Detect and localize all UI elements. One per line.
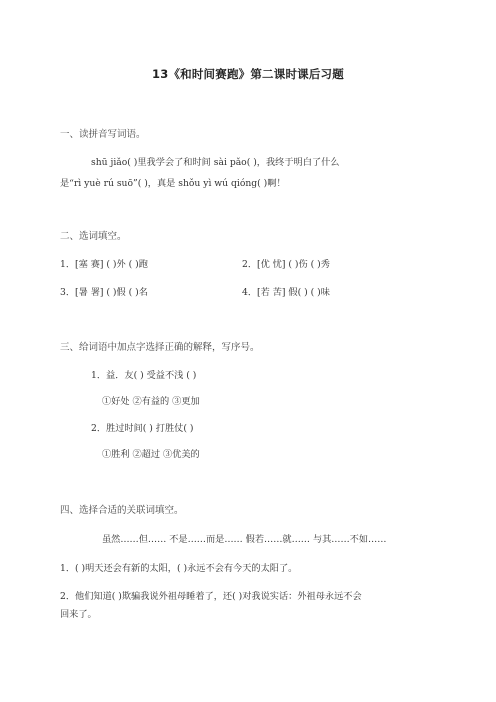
section-2-item-2: 2．[优 忧] ( )伤 ( )秀: [242, 259, 330, 270]
section-4-question-1: 1．( )明天还会有新的太阳，( )永远不会有今天的太阳了。: [60, 563, 298, 574]
section-1-line-2: 是“rì yuè rú suō”( )，真是 shǒu yì wú qióng( )啊！: [60, 178, 286, 189]
section-2-item-1: 1．[塞 赛] ( )外 ( )跑: [60, 259, 148, 270]
section-2-heading: 二、选词填空。: [60, 231, 127, 242]
section-1-heading: 一、读拼音写词语。: [60, 129, 146, 140]
page-title: 13《和时间赛跑》第二课时课后习题: [152, 67, 344, 81]
section-3-item-1-options: ①好处 ②有益的 ③更加: [102, 396, 200, 407]
section-2-item-3: 3．[暑 署] ( )假 ( )名: [60, 287, 148, 298]
section-1-line-1: shū jiǎo( )里我学会了和时间 sài pǎo( )，我终于明白了什么: [91, 157, 340, 168]
section-3-heading: 三、给词语中加点字选择正确的解释，写序号。: [60, 342, 260, 353]
section-2-item-4: 4．[若 苦] 假( ) ( )味: [242, 287, 330, 298]
section-3-item-2: 2．胜过时间( ) 打胜仗( ): [91, 423, 194, 434]
section-4-question-2-line-2: 回来了。: [60, 609, 97, 620]
section-4-heading: 四、选择合适的关联词填空。: [60, 505, 184, 516]
section-4-question-2-line-1: 2．他们知道( )欺骗我说外祖母睡着了，还( )对我说实话：外祖母永远不会: [60, 591, 362, 602]
section-3-item-1: 1．益．友( ) 受益不浅 ( ): [91, 370, 197, 381]
section-4-options: 虽然……但…… 不是……而是…… 假若……就…… 与其……不如……: [102, 534, 387, 545]
section-3-item-2-options: ①胜利 ②超过 ③优美的: [102, 449, 200, 460]
